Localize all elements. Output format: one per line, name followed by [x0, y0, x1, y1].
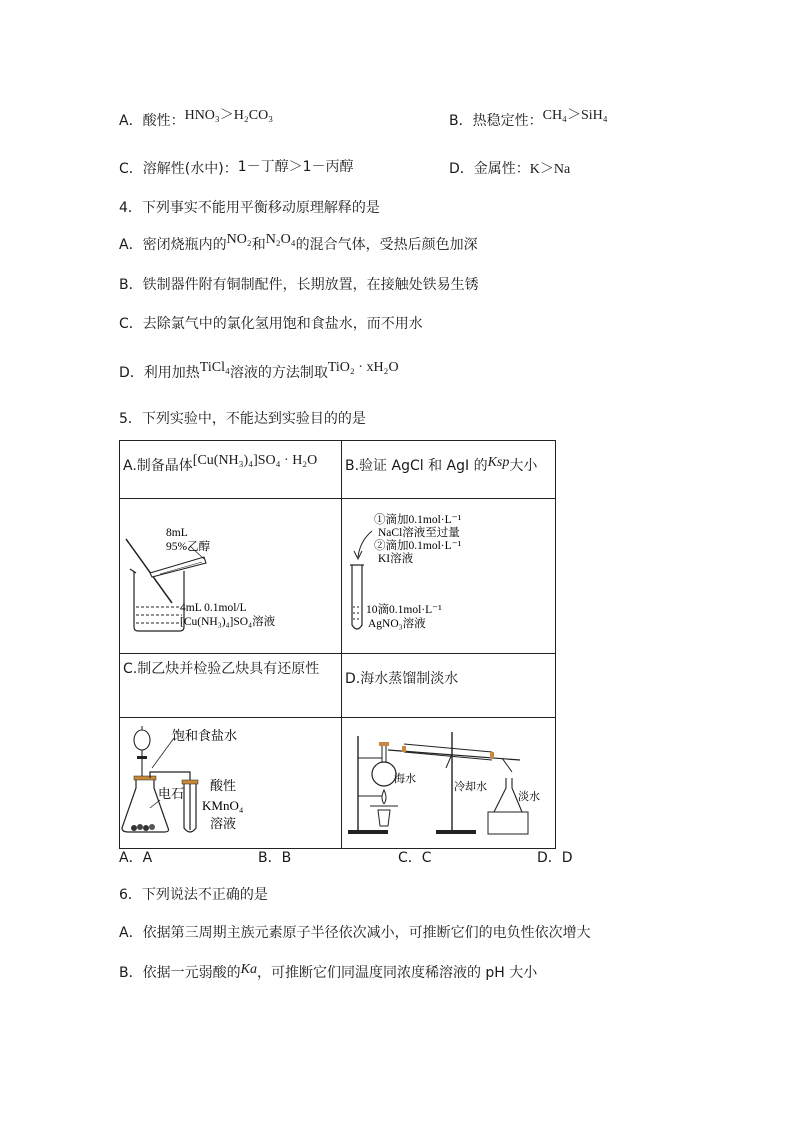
- q3-c-label: C．溶解性(水中)：: [119, 161, 238, 177]
- cell-d-figure: [342, 718, 556, 849]
- b-fig-label5: 10滴0.1mol·L⁻¹: [366, 604, 442, 616]
- c-fig-label2: 电石: [158, 786, 185, 801]
- q4-a-formula2: N₂O₄: [265, 232, 296, 247]
- q3-d-formula: K＞Na: [529, 162, 571, 177]
- b-fig-label6: AgNO₃溶液: [368, 618, 426, 630]
- q4-a-pre: A．密闭烧瓶内的: [119, 237, 227, 253]
- b-head-post: 大小: [509, 458, 538, 474]
- a-fig-label3: 4mL 0.1mol/L: [180, 602, 247, 614]
- choice-b[interactable]: B．B: [258, 850, 292, 866]
- q4-option-c: C．去除氯气中的氯化氢用饱和食盐水，而不用水: [119, 316, 423, 332]
- c-fig-label4: KMnO₄: [202, 798, 244, 813]
- q3-option-a: [119, 110, 273, 130]
- q4-d-pre: D．利用加热: [119, 365, 200, 381]
- a-head-formula: [Cu(NH₃)₄]SO₄ · H₂O: [192, 453, 318, 468]
- cell-c-figure: [120, 718, 342, 849]
- b-fig-label2: NaCl溶液至过量: [378, 527, 460, 539]
- q4-d-formula2: TiO₂ · xH₂O: [327, 360, 399, 375]
- a-fig-label4: [Cu(NH₃)₄]SO₄溶液: [180, 616, 276, 628]
- q6-b-post: ，可推断它们同温度同浓度稀溶液的 pH 大小: [256, 965, 538, 981]
- q6-b-pre: B．依据一元弱酸的: [119, 965, 241, 981]
- cell-b-head: [342, 441, 556, 499]
- q3-option-d: [449, 158, 570, 178]
- acetylene-apparatus: [120, 718, 341, 844]
- q6-b-formula: Ka: [240, 962, 257, 977]
- cell-d-head: [342, 654, 556, 718]
- choice-c[interactable]: C．C: [398, 850, 432, 866]
- cell-a-figure: [120, 499, 342, 654]
- ethanol-crystal-apparatus: [120, 499, 341, 649]
- q3-option-c: [119, 158, 354, 178]
- q5-experiment-table: [119, 440, 556, 849]
- d-head: D.海水蒸馏制淡水: [345, 671, 459, 687]
- q6-option-a: A．依据第三周期主族元素原子半径依次减小，可推断它们的电负性依次增大: [119, 925, 591, 941]
- d-fig-label2: 冷却水: [454, 781, 487, 793]
- cell-a-head: [120, 441, 342, 499]
- d-fig-label3: 淡水: [518, 791, 540, 803]
- q3-c-formula: 1－丁醇＞1－丙醇: [237, 159, 354, 175]
- b-head-pre: B.验证 AgCl 和 AgI 的: [345, 458, 488, 474]
- cell-c-head: [120, 654, 342, 718]
- a-head-pre: A.制备晶体: [123, 458, 193, 474]
- choice-d[interactable]: D．D: [537, 850, 573, 866]
- q4-option-b: B．铁制器件附有铜制配件，长期放置，在接触处铁易生锈: [119, 277, 479, 293]
- b-fig-label4: KI溶液: [378, 553, 414, 565]
- q4-a-formula1: NO₂: [226, 232, 252, 247]
- a-fig-label2: 95%乙醇: [166, 541, 211, 553]
- q3-b-formula: CH₄＞SiH₄: [542, 108, 608, 123]
- c-fig-label3: 酸性: [210, 778, 237, 793]
- q5-stem: 5．下列实验中，不能达到实验目的的是: [119, 411, 366, 427]
- b-fig-label1: ①滴加0.1mol·L⁻¹: [374, 514, 462, 526]
- q3-b-label: B．热稳定性：: [449, 113, 543, 129]
- q3-d-label: D．金属性：: [449, 161, 530, 177]
- distillation-apparatus: [342, 718, 555, 844]
- q4-d-formula1: TiCl₄: [199, 360, 230, 375]
- c-head: C.制乙炔并检验乙炔具有还原性: [123, 661, 320, 677]
- c-fig-label5: 溶液: [210, 816, 237, 831]
- d-fig-label1: 海水: [394, 773, 416, 785]
- q4-stem: 4．下列事实不能用平衡移动原理解释的是: [119, 200, 380, 216]
- b-head-formula: Ksp: [487, 455, 510, 470]
- q4-a-post: 的混合气体，受热后颜色加深: [295, 237, 478, 253]
- q3-a-formula: HNO₃＞H₂CO₃: [184, 108, 274, 123]
- q4-option-a: [119, 234, 478, 254]
- q4-option-d: [119, 362, 399, 382]
- cell-b-figure: [342, 499, 556, 654]
- a-fig-label1: 8mL: [166, 527, 188, 539]
- c-fig-label1: 饱和食盐水: [172, 728, 238, 743]
- q3-a-label: A．酸性：: [119, 113, 185, 129]
- q3-option-b: [449, 110, 608, 130]
- q4-d-mid: 溶液的方法制取: [229, 365, 328, 381]
- q6-stem: 6．下列说法不正确的是: [119, 887, 268, 903]
- test-tube-apparatus: [342, 499, 555, 649]
- choice-a[interactable]: A．A: [119, 850, 153, 866]
- q4-a-mid: 和: [251, 237, 266, 253]
- b-fig-label3: ②滴加0.1mol·L⁻¹: [374, 540, 462, 552]
- q6-option-b: [119, 962, 537, 982]
